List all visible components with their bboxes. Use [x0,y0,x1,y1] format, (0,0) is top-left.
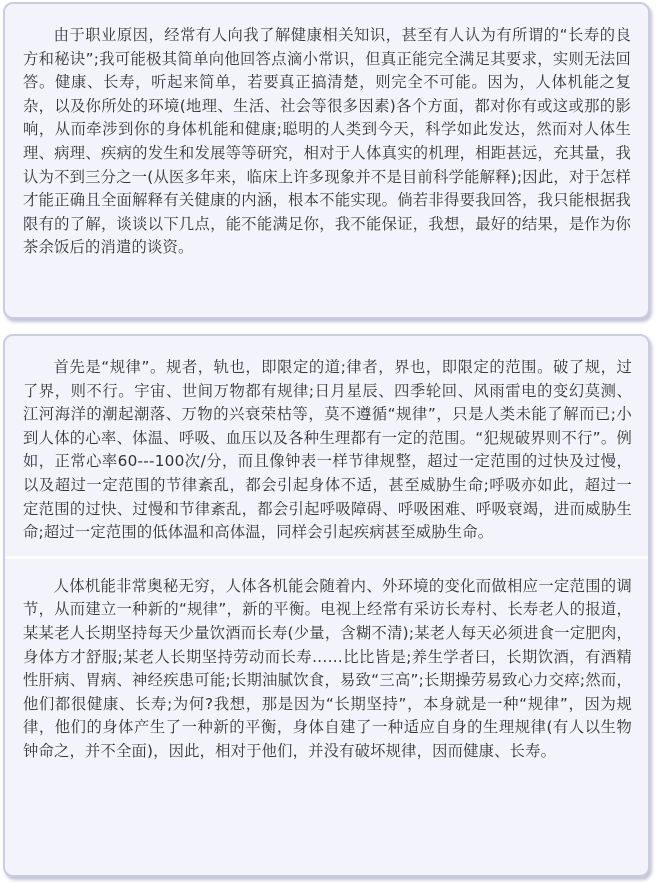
paragraph-divider [5,556,648,575]
body-balance-paragraph: 人体机能非常奥秘无穷，人体各机能会随着内、外环境的变化而做相应一定范围的调节，从而建立一种新的“规律”，新的平衡。电视上经常有采访长寿村、长寿老人的报道，某某老人长期坚持每天少量饮酒而长寿(少量，含糊不清);某老人每天必须进食一定肥肉，身体方才舒服;某老人长期坚持劳动而长寿……比比皆是;养生学者曰，长期饮酒，有酒精性肝病、胃病、神经疾患可能;长期油腻饮食，易致“三高”;长期操劳易致心力交瘁;然而，他们都很健康、长寿;为何?我想，那是因为“长期坚持”，本身就是一种“规律”，因为规律，他们的身体产生了一种新的平衡，身体自建了一种适应自身的生理规律(有人以生物钟命之，并不全面)，因此，相对于他们，并没有破坏规律，因而健康、长寿。 [23,576,632,760]
intro-card [3,2,650,319]
intro-paragraph: 由于职业原因，经常有人向我了解健康相关知识，甚至有人认为有所谓的“长寿的良方和秘诀”;我可能极其简单向他回答点滴小常识，但真正能完全满足其要求，实则无法回答。健康、长寿，听起来简单，若要真正搞清楚，则完全不可能。因为，人体机能之复杂，以及你所处的环境(地理、生活、社会等很多因素)各个方面，都对你有或这或那的影响，从而牵涉到你的身体机能和健康;聪明的人类到今天，科学如此发达，然而对人体生理、病理、疾病的发生和发展等等研究，相对于人体真实的机理，相距甚远，充其量，我认为不到三分之一(从医多年来，临床上许多现象并不是目前科学能解释);因此，对于怎样才能正确且全面解释有关健康的内涵，根本不能实现。倘若非得要我回答，我只能根据我限有的了解，谈谈以下几点，能不能满足你，我不能保证，我想，最好的结果，是作为你茶余饭后的消遣的谈资。 [23,26,631,257]
regularity-card [3,334,650,877]
regularity-paragraph: 首先是“规律”。规者，轨也，即限定的道;律者，界也，即限定的范围。破了规，过了界，则不行。宇宙、世间万物都有规律;日月星辰、四季轮回、风雨雷电的变幻莫测、江河海洋的潮起潮落、万物的兴衰荣枯等，莫不遵循“规律”，只是人类未能了解而已;小到人体的心率、体温、呼吸、血压以及各种生理都有一定的范围。“犯规破界则不行”。例如，正常心率60---100次/分，而且像钟表一样节律规整，超过一定范围的过快及过慢，以及超过一定范围的节律紊乱，都会引起身体不适，甚至威胁生命;呼吸亦如此，超过一定范围的过快、过慢和节律紊乱，都会引起呼吸障碍、呼吸困难、呼吸衰竭，进而威胁生命;超过一定范围的低体温和高体温，同样会引起疾病甚至威胁生命。 [23,358,632,542]
